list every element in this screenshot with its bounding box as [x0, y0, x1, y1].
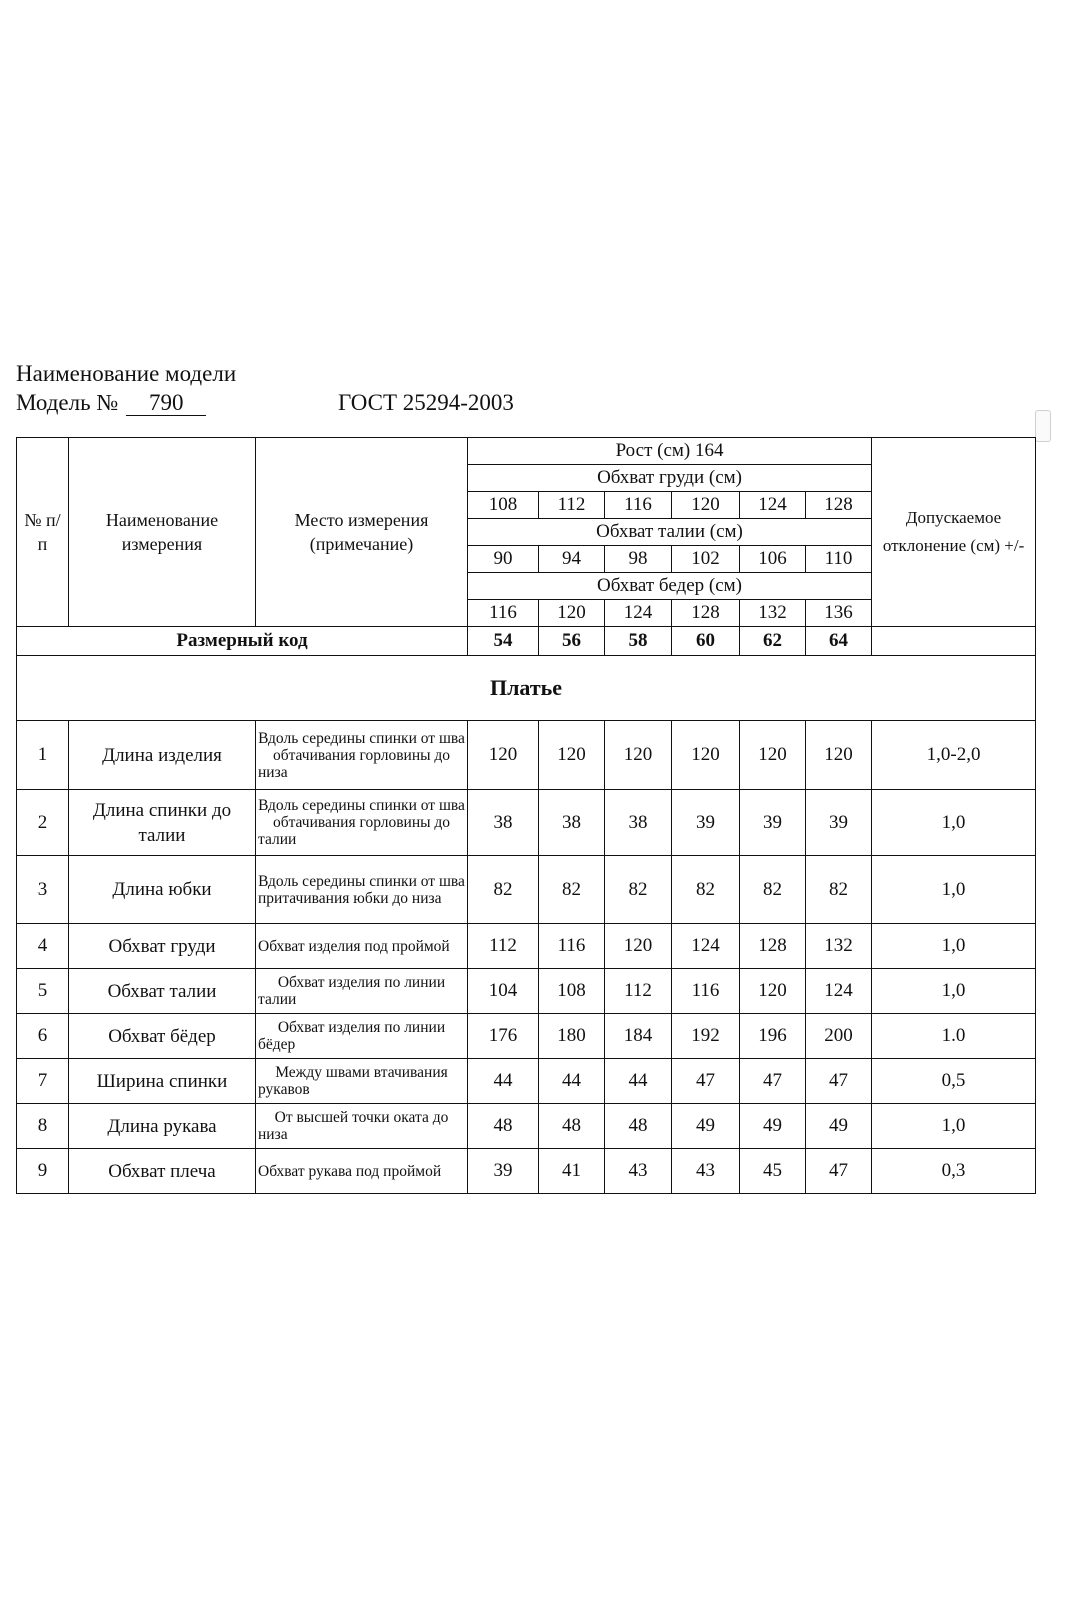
col-num-header: № п/ п — [17, 438, 69, 627]
measurement-value: 124 — [672, 924, 740, 969]
waist-value: 102 — [672, 546, 740, 573]
size-code: 56 — [539, 627, 605, 656]
measurement-value: 116 — [672, 969, 740, 1014]
deviation-value: 1,0 — [872, 1104, 1036, 1149]
measurement-value: 44 — [605, 1059, 672, 1104]
deviation-value: 1,0 — [872, 856, 1036, 924]
chest-value: 112 — [539, 492, 605, 519]
size-code: 58 — [605, 627, 672, 656]
measurement-value: 41 — [539, 1149, 605, 1194]
measurement-value: 82 — [605, 856, 672, 924]
chest-value: 116 — [605, 492, 672, 519]
measurement-value: 120 — [468, 721, 539, 790]
measurement-value: 82 — [740, 856, 806, 924]
measurement-value: 132 — [806, 924, 872, 969]
measurement-place: Вдоль середины спинки от шва притачивания юбки до низа — [256, 856, 468, 924]
waist-value: 110 — [806, 546, 872, 573]
measurement-value: 112 — [605, 969, 672, 1014]
row-number: 4 — [17, 924, 69, 969]
row-number: 9 — [17, 1149, 69, 1194]
deviation-value: 1,0 — [872, 969, 1036, 1014]
measurement-value: 49 — [806, 1104, 872, 1149]
measurement-name: Длина изделия — [69, 721, 256, 790]
measurement-value: 120 — [740, 969, 806, 1014]
measurement-value: 39 — [740, 790, 806, 856]
measurement-value: 104 — [468, 969, 539, 1014]
measurement-place: Между швами втачивания рукавов — [256, 1059, 468, 1104]
measurement-value: 120 — [605, 721, 672, 790]
measurement-value: 47 — [806, 1059, 872, 1104]
measurement-place: Обхват изделия по линии талии — [256, 969, 468, 1014]
measurement-value: 39 — [806, 790, 872, 856]
row-number: 8 — [17, 1104, 69, 1149]
hips-label: Обхват бедер (см) — [468, 573, 872, 600]
deviation-value: 1,0-2,0 — [872, 721, 1036, 790]
measurement-place: Обхват рукава под проймой — [256, 1149, 468, 1194]
hips-value: 120 — [539, 600, 605, 627]
measurement-value: 120 — [806, 721, 872, 790]
measurement-value: 120 — [672, 721, 740, 790]
col-name-header: Наименование измерения — [69, 438, 256, 627]
row-number: 3 — [17, 856, 69, 924]
measurement-value: 176 — [468, 1014, 539, 1059]
measurement-value: 47 — [806, 1149, 872, 1194]
measurement-value: 184 — [605, 1014, 672, 1059]
model-number: 790 — [126, 391, 206, 416]
deviation-value: 1,0 — [872, 924, 1036, 969]
model-number-line — [16, 389, 206, 417]
deviation-value: 0,5 — [872, 1059, 1036, 1104]
size-code: 54 — [468, 627, 539, 656]
measurement-value: 38 — [539, 790, 605, 856]
section-title: Платье — [17, 656, 1036, 721]
measurement-value: 48 — [468, 1104, 539, 1149]
measurement-name: Обхват бёдер — [69, 1014, 256, 1059]
measurement-value: 45 — [740, 1149, 806, 1194]
measurement-value: 43 — [605, 1149, 672, 1194]
measurement-value: 124 — [806, 969, 872, 1014]
table-row — [17, 1014, 1036, 1059]
col-deviation-header: Допускаемое отклонение (см) +/- — [872, 438, 1036, 627]
measurement-place: Обхват изделия под проймой — [256, 924, 468, 969]
measurement-value: 196 — [740, 1014, 806, 1059]
measurement-value: 82 — [672, 856, 740, 924]
chest-value: 108 — [468, 492, 539, 519]
measurement-place: Обхват изделия по линии бёдер — [256, 1014, 468, 1059]
measurement-value: 112 — [468, 924, 539, 969]
deviation-value: 0,3 — [872, 1149, 1036, 1194]
measurement-value: 49 — [672, 1104, 740, 1149]
hips-value: 136 — [806, 600, 872, 627]
hips-value: 128 — [672, 600, 740, 627]
measurement-value: 48 — [539, 1104, 605, 1149]
table-row — [17, 969, 1036, 1014]
measurement-name: Обхват плеча — [69, 1149, 256, 1194]
table-row — [17, 790, 1036, 856]
measurement-value: 180 — [539, 1014, 605, 1059]
hips-value: 116 — [468, 600, 539, 627]
col-place-header: Место измерения (примечание) — [256, 438, 468, 627]
row-number: 2 — [17, 790, 69, 856]
height-label: Рост (см) 164 — [468, 438, 872, 465]
table-row — [17, 1059, 1036, 1104]
measurement-name: Обхват груди — [69, 924, 256, 969]
measurement-value: 82 — [539, 856, 605, 924]
waist-value: 94 — [539, 546, 605, 573]
measurement-name: Длина юбки — [69, 856, 256, 924]
deviation-value: 1.0 — [872, 1014, 1036, 1059]
model-label: Модель № — [16, 390, 119, 415]
measurement-name: Ширина спинки — [69, 1059, 256, 1104]
row-number: 6 — [17, 1014, 69, 1059]
measurement-value: 192 — [672, 1014, 740, 1059]
chest-label: Обхват груди (см) — [468, 465, 872, 492]
measurement-value: 43 — [672, 1149, 740, 1194]
measurement-place: Вдоль середины спинки от шва обтачивания горловины до талии — [256, 790, 468, 856]
chest-value: 120 — [672, 492, 740, 519]
table-row — [17, 1104, 1036, 1149]
row-number: 5 — [17, 969, 69, 1014]
measurement-place: Вдоль середины спинки от шва обтачивания горловины до низа — [256, 721, 468, 790]
measurement-value: 38 — [468, 790, 539, 856]
measurement-value: 120 — [605, 924, 672, 969]
waist-label: Обхват талии (см) — [468, 519, 872, 546]
scroll-handle[interactable] — [1035, 410, 1051, 442]
measurement-value: 47 — [672, 1059, 740, 1104]
chest-value: 124 — [740, 492, 806, 519]
measurement-value: 39 — [468, 1149, 539, 1194]
measurement-table — [16, 437, 1036, 1194]
waist-value: 106 — [740, 546, 806, 573]
measurement-value: 38 — [605, 790, 672, 856]
measurement-value: 120 — [539, 721, 605, 790]
measurement-value: 108 — [539, 969, 605, 1014]
measurement-name: Длина рукава — [69, 1104, 256, 1149]
measurement-value: 82 — [468, 856, 539, 924]
size-code-deviation-blank — [872, 627, 1036, 656]
measurement-value: 44 — [468, 1059, 539, 1104]
measurement-value: 128 — [740, 924, 806, 969]
deviation-value: 1,0 — [872, 790, 1036, 856]
size-code: 62 — [740, 627, 806, 656]
table-row — [17, 721, 1036, 790]
measurement-value: 200 — [806, 1014, 872, 1059]
table-row — [17, 856, 1036, 924]
row-number: 1 — [17, 721, 69, 790]
measurement-value: 44 — [539, 1059, 605, 1104]
size-code-label: Размерный код — [17, 627, 468, 656]
chest-value: 128 — [806, 492, 872, 519]
measurement-value: 82 — [806, 856, 872, 924]
measurement-name: Обхват талии — [69, 969, 256, 1014]
waist-value: 98 — [605, 546, 672, 573]
waist-value: 90 — [468, 546, 539, 573]
measurement-name: Длина спинки до талии — [69, 790, 256, 856]
size-code: 64 — [806, 627, 872, 656]
size-code: 60 — [672, 627, 740, 656]
hips-value: 132 — [740, 600, 806, 627]
measurement-value: 49 — [740, 1104, 806, 1149]
measurement-value: 116 — [539, 924, 605, 969]
standard-code: ГОСТ 25294-2003 — [338, 390, 514, 415]
measurement-place: От высшей точки оката до низа — [256, 1104, 468, 1149]
measurement-value: 39 — [672, 790, 740, 856]
measurement-value: 120 — [740, 721, 806, 790]
row-number: 7 — [17, 1059, 69, 1104]
measurement-value: 48 — [605, 1104, 672, 1149]
model-name-label: Наименование модели — [16, 361, 237, 386]
measurement-value: 47 — [740, 1059, 806, 1104]
hips-value: 124 — [605, 600, 672, 627]
table-row — [17, 924, 1036, 969]
table-row — [17, 1149, 1036, 1194]
